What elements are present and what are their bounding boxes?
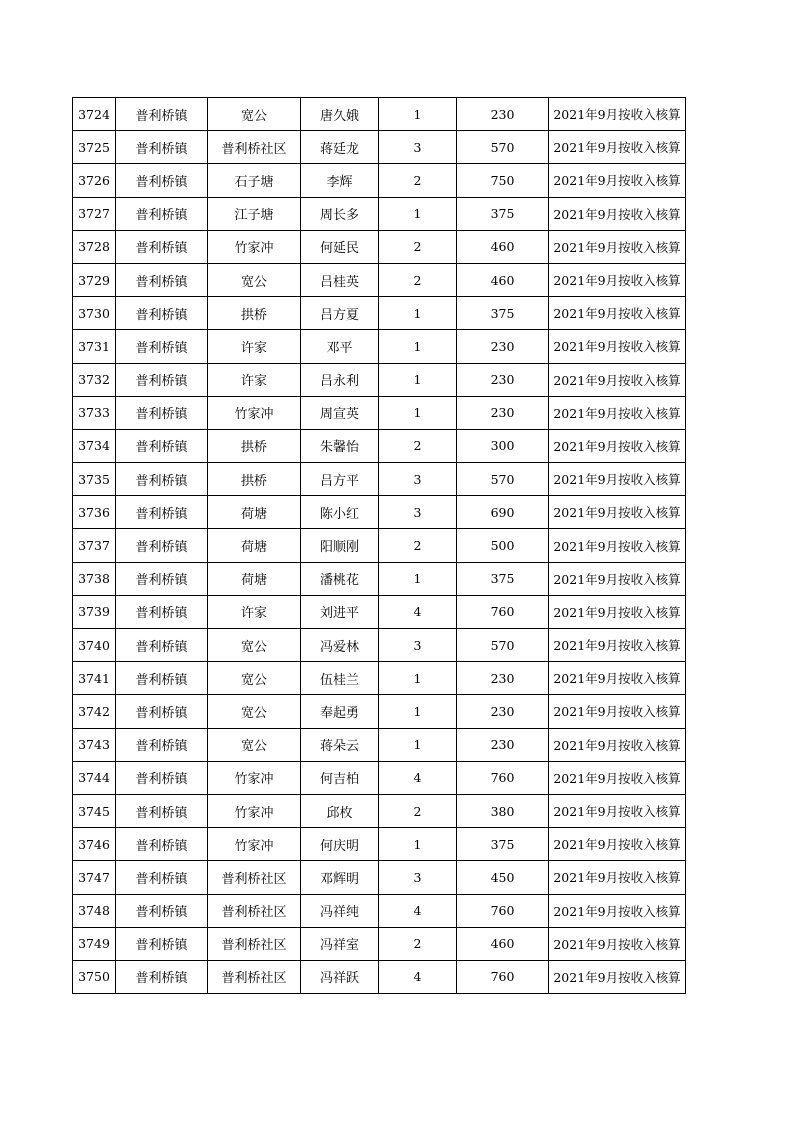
amount-cell: 690 [457, 496, 549, 529]
name-cell: 刘进平 [301, 595, 379, 628]
village-cell: 竹家冲 [208, 828, 301, 861]
village-cell: 普利桥社区 [208, 861, 301, 894]
household-size-cell: 1 [379, 297, 457, 330]
village-cell: 竹家冲 [208, 230, 301, 263]
row-id-cell: 3742 [73, 695, 116, 728]
table-row [73, 330, 686, 363]
table-row [73, 927, 686, 960]
town-cell: 普利桥镇 [116, 595, 208, 628]
town-cell: 普利桥镇 [116, 662, 208, 695]
town-cell: 普利桥镇 [116, 164, 208, 197]
amount-cell: 375 [457, 562, 549, 595]
amount-cell: 230 [457, 396, 549, 429]
household-size-cell: 1 [379, 728, 457, 761]
row-id-cell: 3733 [73, 396, 116, 429]
name-cell: 邓辉明 [301, 861, 379, 894]
row-id-cell: 3743 [73, 728, 116, 761]
row-id-cell: 3725 [73, 131, 116, 164]
row-id-cell: 3748 [73, 894, 116, 927]
name-cell: 邓平 [301, 330, 379, 363]
note-cell: 2021年9月按收入核算 [549, 529, 686, 562]
household-size-cell: 3 [379, 496, 457, 529]
household-size-cell: 1 [379, 98, 457, 131]
town-cell: 普利桥镇 [116, 960, 208, 993]
table-row [73, 197, 686, 230]
household-size-cell: 3 [379, 131, 457, 164]
data-table [72, 97, 686, 994]
row-id-cell: 3732 [73, 363, 116, 396]
amount-cell: 460 [457, 263, 549, 296]
note-cell: 2021年9月按收入核算 [549, 894, 686, 927]
note-cell: 2021年9月按收入核算 [549, 595, 686, 628]
village-cell: 竹家冲 [208, 794, 301, 827]
town-cell: 普利桥镇 [116, 197, 208, 230]
table-row [73, 894, 686, 927]
row-id-cell: 3726 [73, 164, 116, 197]
village-cell: 宽公 [208, 662, 301, 695]
town-cell: 普利桥镇 [116, 861, 208, 894]
household-size-cell: 3 [379, 463, 457, 496]
table-row [73, 761, 686, 794]
amount-cell: 230 [457, 728, 549, 761]
note-cell: 2021年9月按收入核算 [549, 662, 686, 695]
household-size-cell: 4 [379, 761, 457, 794]
household-size-cell: 3 [379, 861, 457, 894]
name-cell: 李辉 [301, 164, 379, 197]
name-cell: 阳顺刚 [301, 529, 379, 562]
town-cell: 普利桥镇 [116, 529, 208, 562]
town-cell: 普利桥镇 [116, 728, 208, 761]
name-cell: 吕方夏 [301, 297, 379, 330]
name-cell: 唐久娥 [301, 98, 379, 131]
amount-cell: 450 [457, 861, 549, 894]
note-cell: 2021年9月按收入核算 [549, 695, 686, 728]
household-size-cell: 1 [379, 396, 457, 429]
table-row [73, 828, 686, 861]
village-cell: 江子塘 [208, 197, 301, 230]
table-row [73, 529, 686, 562]
table-row [73, 396, 686, 429]
village-cell: 许家 [208, 363, 301, 396]
amount-cell: 230 [457, 98, 549, 131]
name-cell: 奉起勇 [301, 695, 379, 728]
town-cell: 普利桥镇 [116, 98, 208, 131]
village-cell: 拱桥 [208, 463, 301, 496]
table-row [73, 363, 686, 396]
name-cell: 潘桃花 [301, 562, 379, 595]
village-cell: 荷塘 [208, 529, 301, 562]
note-cell: 2021年9月按收入核算 [549, 363, 686, 396]
household-size-cell: 2 [379, 927, 457, 960]
note-cell: 2021年9月按收入核算 [549, 960, 686, 993]
village-cell: 宽公 [208, 629, 301, 662]
town-cell: 普利桥镇 [116, 429, 208, 462]
table-row [73, 429, 686, 462]
row-id-cell: 3731 [73, 330, 116, 363]
table-row [73, 595, 686, 628]
table-row [73, 131, 686, 164]
name-cell: 何庆明 [301, 828, 379, 861]
note-cell: 2021年9月按收入核算 [549, 297, 686, 330]
row-id-cell: 3727 [73, 197, 116, 230]
note-cell: 2021年9月按收入核算 [549, 728, 686, 761]
household-size-cell: 2 [379, 429, 457, 462]
table-row [73, 695, 686, 728]
town-cell: 普利桥镇 [116, 794, 208, 827]
village-cell: 许家 [208, 330, 301, 363]
note-cell: 2021年9月按收入核算 [549, 629, 686, 662]
village-cell: 普利桥社区 [208, 960, 301, 993]
table-row [73, 728, 686, 761]
village-cell: 普利桥社区 [208, 894, 301, 927]
row-id-cell: 3734 [73, 429, 116, 462]
amount-cell: 300 [457, 429, 549, 462]
name-cell: 吕方平 [301, 463, 379, 496]
village-cell: 宽公 [208, 98, 301, 131]
name-cell: 朱馨怡 [301, 429, 379, 462]
note-cell: 2021年9月按收入核算 [549, 164, 686, 197]
town-cell: 普利桥镇 [116, 562, 208, 595]
household-size-cell: 1 [379, 363, 457, 396]
village-cell: 普利桥社区 [208, 927, 301, 960]
row-id-cell: 3728 [73, 230, 116, 263]
household-size-cell: 1 [379, 828, 457, 861]
note-cell: 2021年9月按收入核算 [549, 828, 686, 861]
town-cell: 普利桥镇 [116, 894, 208, 927]
name-cell: 冯祥室 [301, 927, 379, 960]
row-id-cell: 3730 [73, 297, 116, 330]
name-cell: 何延民 [301, 230, 379, 263]
table-row [73, 164, 686, 197]
row-id-cell: 3736 [73, 496, 116, 529]
household-size-cell: 3 [379, 629, 457, 662]
household-size-cell: 1 [379, 330, 457, 363]
name-cell: 蒋廷龙 [301, 131, 379, 164]
amount-cell: 460 [457, 927, 549, 960]
village-cell: 普利桥社区 [208, 131, 301, 164]
table-body [73, 98, 686, 994]
town-cell: 普利桥镇 [116, 761, 208, 794]
note-cell: 2021年9月按收入核算 [549, 330, 686, 363]
amount-cell: 375 [457, 297, 549, 330]
household-size-cell: 2 [379, 794, 457, 827]
name-cell: 冯祥纯 [301, 894, 379, 927]
name-cell: 冯祥跃 [301, 960, 379, 993]
village-cell: 竹家冲 [208, 761, 301, 794]
row-id-cell: 3746 [73, 828, 116, 861]
name-cell: 冯爱林 [301, 629, 379, 662]
note-cell: 2021年9月按收入核算 [549, 230, 686, 263]
amount-cell: 760 [457, 960, 549, 993]
name-cell: 周长多 [301, 197, 379, 230]
note-cell: 2021年9月按收入核算 [549, 761, 686, 794]
name-cell: 吕永利 [301, 363, 379, 396]
town-cell: 普利桥镇 [116, 828, 208, 861]
note-cell: 2021年9月按收入核算 [549, 861, 686, 894]
table-row [73, 861, 686, 894]
household-size-cell: 1 [379, 562, 457, 595]
note-cell: 2021年9月按收入核算 [549, 396, 686, 429]
household-size-cell: 1 [379, 197, 457, 230]
row-id-cell: 3738 [73, 562, 116, 595]
amount-cell: 375 [457, 828, 549, 861]
note-cell: 2021年9月按收入核算 [549, 463, 686, 496]
name-cell: 邱枚 [301, 794, 379, 827]
town-cell: 普利桥镇 [116, 695, 208, 728]
town-cell: 普利桥镇 [116, 230, 208, 263]
amount-cell: 500 [457, 529, 549, 562]
table-row [73, 629, 686, 662]
household-size-cell: 4 [379, 960, 457, 993]
table-row [73, 960, 686, 993]
household-size-cell: 4 [379, 595, 457, 628]
household-size-cell: 2 [379, 164, 457, 197]
household-size-cell: 2 [379, 230, 457, 263]
row-id-cell: 3750 [73, 960, 116, 993]
village-cell: 许家 [208, 595, 301, 628]
household-size-cell: 1 [379, 662, 457, 695]
name-cell: 陈小红 [301, 496, 379, 529]
row-id-cell: 3740 [73, 629, 116, 662]
table-row [73, 463, 686, 496]
village-cell: 宽公 [208, 695, 301, 728]
note-cell: 2021年9月按收入核算 [549, 562, 686, 595]
table-row [73, 297, 686, 330]
table-row [73, 794, 686, 827]
note-cell: 2021年9月按收入核算 [549, 131, 686, 164]
amount-cell: 230 [457, 662, 549, 695]
note-cell: 2021年9月按收入核算 [549, 794, 686, 827]
note-cell: 2021年9月按收入核算 [549, 98, 686, 131]
village-cell: 宽公 [208, 728, 301, 761]
note-cell: 2021年9月按收入核算 [549, 197, 686, 230]
town-cell: 普利桥镇 [116, 363, 208, 396]
row-id-cell: 3747 [73, 861, 116, 894]
row-id-cell: 3739 [73, 595, 116, 628]
household-size-cell: 1 [379, 695, 457, 728]
name-cell: 何吉柏 [301, 761, 379, 794]
amount-cell: 380 [457, 794, 549, 827]
town-cell: 普利桥镇 [116, 496, 208, 529]
amount-cell: 230 [457, 695, 549, 728]
town-cell: 普利桥镇 [116, 330, 208, 363]
amount-cell: 760 [457, 595, 549, 628]
table-row [73, 98, 686, 131]
row-id-cell: 3745 [73, 794, 116, 827]
village-cell: 石子塘 [208, 164, 301, 197]
amount-cell: 760 [457, 894, 549, 927]
table-row [73, 562, 686, 595]
town-cell: 普利桥镇 [116, 297, 208, 330]
town-cell: 普利桥镇 [116, 927, 208, 960]
row-id-cell: 3724 [73, 98, 116, 131]
row-id-cell: 3729 [73, 263, 116, 296]
row-id-cell: 3737 [73, 529, 116, 562]
village-cell: 竹家冲 [208, 396, 301, 429]
note-cell: 2021年9月按收入核算 [549, 927, 686, 960]
amount-cell: 570 [457, 463, 549, 496]
amount-cell: 760 [457, 761, 549, 794]
note-cell: 2021年9月按收入核算 [549, 263, 686, 296]
note-cell: 2021年9月按收入核算 [549, 429, 686, 462]
household-size-cell: 2 [379, 529, 457, 562]
amount-cell: 750 [457, 164, 549, 197]
row-id-cell: 3749 [73, 927, 116, 960]
amount-cell: 230 [457, 363, 549, 396]
table-row [73, 496, 686, 529]
row-id-cell: 3744 [73, 761, 116, 794]
name-cell: 蒋朵云 [301, 728, 379, 761]
name-cell: 周宣英 [301, 396, 379, 429]
amount-cell: 375 [457, 197, 549, 230]
household-size-cell: 2 [379, 263, 457, 296]
amount-cell: 460 [457, 230, 549, 263]
town-cell: 普利桥镇 [116, 629, 208, 662]
name-cell: 伍桂兰 [301, 662, 379, 695]
town-cell: 普利桥镇 [116, 396, 208, 429]
village-cell: 荷塘 [208, 496, 301, 529]
town-cell: 普利桥镇 [116, 263, 208, 296]
table-row [73, 662, 686, 695]
town-cell: 普利桥镇 [116, 131, 208, 164]
row-id-cell: 3735 [73, 463, 116, 496]
table-row [73, 263, 686, 296]
town-cell: 普利桥镇 [116, 463, 208, 496]
village-cell: 荷塘 [208, 562, 301, 595]
note-cell: 2021年9月按收入核算 [549, 496, 686, 529]
amount-cell: 570 [457, 131, 549, 164]
amount-cell: 230 [457, 330, 549, 363]
village-cell: 拱桥 [208, 297, 301, 330]
household-size-cell: 4 [379, 894, 457, 927]
name-cell: 吕桂英 [301, 263, 379, 296]
village-cell: 拱桥 [208, 429, 301, 462]
table-row [73, 230, 686, 263]
row-id-cell: 3741 [73, 662, 116, 695]
village-cell: 宽公 [208, 263, 301, 296]
amount-cell: 570 [457, 629, 549, 662]
